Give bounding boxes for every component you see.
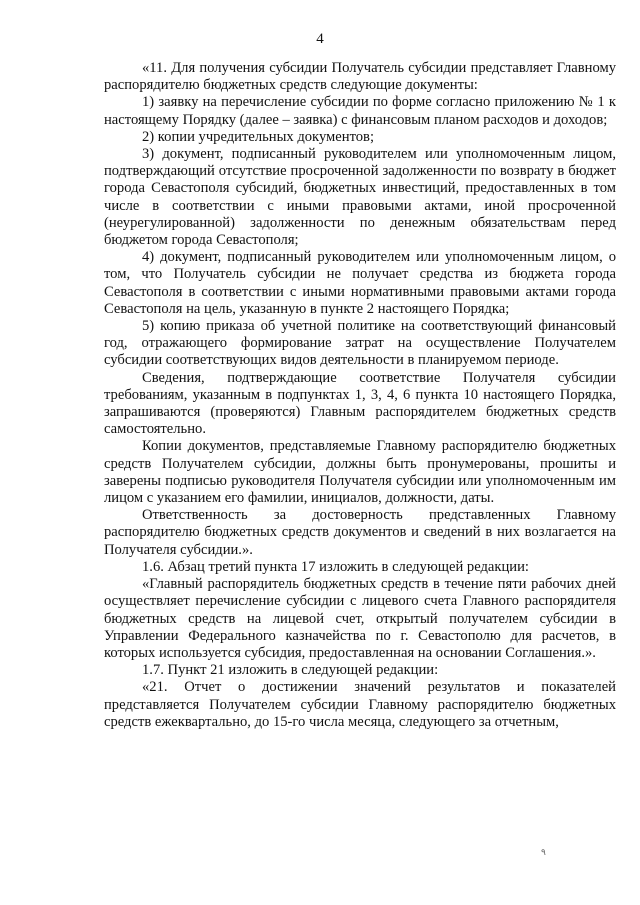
document-body: [104, 60, 616, 731]
page-number: 4: [316, 31, 324, 47]
paragraph-otvetstvennost: Ответственность за достоверность представленных Главному распорядителю бюджетных средств документов и сведений в них возлагается на Получателя субсидии.».: [104, 507, 616, 558]
paragraph-1-7: 1.7. Пункт 21 изложить в следующей редакции:: [142, 662, 439, 679]
paragraph-1-6: 1.6. Абзац третий пункта 17 изложить в следующей редакции:: [142, 558, 529, 575]
paragraph-11-intro: «11. Для получения субсидии Получатель субсидии представляет Главному распорядителю бюджетных средств следующие документы:: [104, 60, 616, 94]
paragraph-21: «21. Отчет о достижении значений результатов и показателей представляется Получателем субсидии Главному распорядителю бюджетных средств ежеквартально, до 15-го числа месяца, следующего за отчетным,: [104, 679, 616, 730]
paragraph-item-2: 2) копии учредительных документов;: [142, 128, 374, 145]
paragraph-item-1: 1) заявку на перечисление субсидии по форме согласно приложению № 1 к настоящему Порядку (далее – заявка) с финансовым планом расходов и доходов;: [104, 94, 616, 128]
paragraph-item-4: 4) документ, подписанный руководителем или уполномоченным лицом, о том, что Получатель субсидии не получает средства из бюджета города Севастополя в соответствии с иными нормативными правовыми актами города Севастополя на цель, указанную в пункте 2 настоящего Порядка;: [104, 249, 616, 317]
paragraph-svedeniya: Сведения, подтверждающие соответствие Получателя субсидии требованиям, указанным в подпунктах 1, 3, 4, 6 пункта 10 настоящего Порядка, запрашиваются (проверяются) Главным распорядителем бюджетных средств самостоятельно.: [104, 369, 616, 438]
paragraph-1-6-text: «Главный распорядитель бюджетных средств в течение пяти рабочих дней осуществляет перечисление субсидии с лицевого счета Главного распорядителя бюджетных средств на лицевой счет, открытый получателем субсидии в Управлении Федерального казначейства по г. Севастополю для расчетов, в которых используется субсидия, предоставленная на основании Соглашения.».: [104, 576, 616, 661]
paragraph-item-3: 3) документ, подписанный руководителем или уполномоченным лицом, подтверждающий отсутствие просроченной задолженности по возврату в бюджет города Севастополя субсидий, бюджетных инвестиций, предоставленных в том числе в соответствии с иными правовыми актами, иной просроченной (неурегулированной) задолженности по денежным обязательствам перед бюджетом города Севастополя;: [104, 146, 616, 249]
corner-mark: ٩: [541, 848, 546, 858]
paragraph-item-5: 5) копию приказа об учетной политике на соответствующий финансовый год, отражающего формирование затрат на осуществление Получателем субсидии соответствующих видов деятельности в планируемом периоде.: [104, 318, 616, 369]
paragraph-kopii: Копии документов, представляемые Главному распорядителю бюджетных средств Получателем субсидии, должны быть пронумерованы, прошиты и заверены подписью руководителя Получателя субсидии или уполномоченным им лицом с указанием его фамилии, инициалов, должности, даты.: [104, 438, 616, 507]
